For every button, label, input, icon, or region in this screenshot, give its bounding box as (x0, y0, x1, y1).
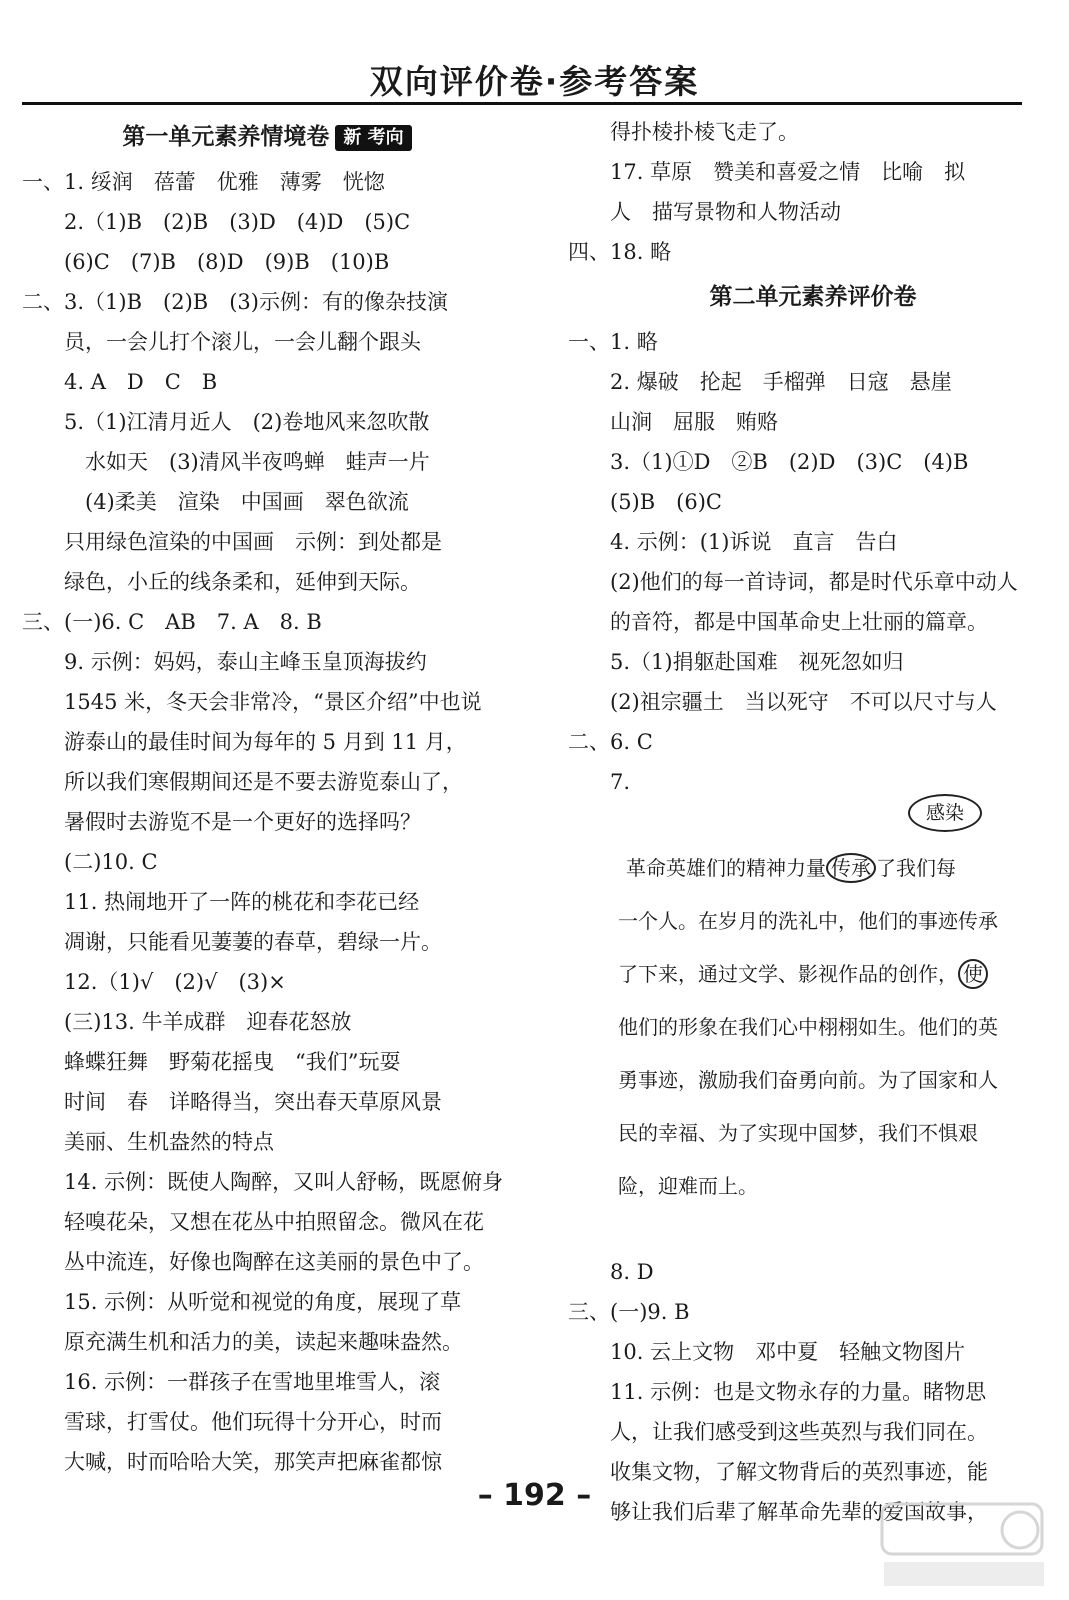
answer-line: 5.（1)捐躯赴国难 视死忽如归 (568, 650, 904, 674)
circled-word: 使 (958, 959, 988, 989)
answer-line: 人 描写景物和人物活动 (568, 200, 841, 224)
answer-line: 收集文物，了解文物背后的英烈事迹，能 (568, 1460, 988, 1484)
revision-essay (568, 802, 1058, 1252)
answer-line: 绿色，小丘的线条柔和，延伸到天际。 (22, 570, 421, 594)
answer-line: 轻嗅花朵，又想在花丛中拍照留念。微风在花 (22, 1210, 484, 1234)
section-title-unit-2: 第二单元素养评价卷 (709, 284, 917, 310)
answer-line: 一、1. 绥润 蓓蕾 优雅 薄雾 恍惚 (22, 170, 385, 194)
answer-line: (2)他们的每一首诗词，都是时代乐章中动人 (568, 570, 1018, 594)
answer-line: 游泰山的最佳时间为每年的 5 月到 11 月， (22, 730, 467, 754)
answer-line: 原充满生机和活力的美，读起来趣味盎然。 (22, 1330, 463, 1354)
title-divider (22, 102, 1022, 105)
essay-line: 一个人。在岁月的洗礼中，他们的事迹传承 (618, 909, 998, 933)
answer-line: 9. 示例：妈妈，泰山主峰玉皇顶海拔约 (22, 650, 427, 674)
answer-line: 15. 示例：从听觉和视觉的角度，展现了草 (22, 1290, 462, 1314)
page-number: – 192 – (477, 1478, 592, 1513)
answer-line: 4. A D C B (22, 370, 218, 394)
answer-line: 的音符，都是中国革命史上壮丽的篇章。 (568, 610, 988, 634)
answer-line: 16. 示例：一群孩子在雪地里堆雪人，滚 (22, 1370, 441, 1394)
right-column (568, 112, 1058, 1532)
answer-line: 美丽、生机盎然的特点 (22, 1130, 274, 1154)
answer-line: (2)祖宗疆土 当以死守 不可以尺寸与人 (568, 690, 997, 714)
answer-line: 2.（1)B (2)B (3)D (4)D (5)C (22, 210, 411, 234)
answer-line: 7. (568, 770, 631, 794)
answer-line: 只用绿色渲染的中国画 示例：到处都是 (22, 530, 442, 554)
answer-lines-left (22, 162, 512, 1482)
left-column (22, 112, 512, 1482)
watermark-logo (880, 1500, 1050, 1590)
essay-line: 勇事迹，激励我们奋勇向前。为了国家和人 (618, 1068, 998, 1092)
essay-line: 了下来，通过文学、影视作品的创作， 使 (568, 948, 1058, 1001)
answer-line: 丛中流连，好像也陶醉在这美丽的景色中了。 (22, 1250, 484, 1274)
answer-line: 14. 示例：既使人陶醉，又叫人舒畅，既愿俯身 (22, 1170, 504, 1194)
answer-line: 二、6. C (568, 730, 653, 754)
answer-line: 10. 云上文物 邓中夏 轻触文物图片 (568, 1340, 966, 1364)
answer-line: 8. D (568, 1260, 654, 1284)
answer-line: 17. 草原 赞美和喜爱之情 比喻 拟 (568, 160, 966, 184)
answer-line: 所以我们寒假期间还是不要去游览泰山了， (22, 770, 463, 794)
answer-line: (5)B (6)C (568, 490, 722, 514)
answer-line: 11. 示例：也是文物永存的力量。睹物思 (568, 1380, 987, 1404)
answer-line: (4)柔美 渲染 中国画 翠色欲流 (22, 490, 409, 514)
section-title-unit-1 (22, 112, 512, 162)
essay-line: 他们的形象在我们心中栩栩如生。他们的英 (618, 1015, 998, 1039)
answer-line: 水如天 (3)清风半夜鸣蝉 蛙声一片 (22, 450, 430, 474)
answer-line: 一、1. 略 (568, 330, 658, 354)
section-title-text: 第一单元素养情境卷 (122, 124, 330, 150)
answer-line: 12.（1)√ (2)√ (3)× (22, 970, 286, 994)
answer-line: 雪球，打雪仗。他们玩得十分开心，时而 (22, 1410, 442, 1434)
answer-line: (三)13. 牛羊成群 迎春花怒放 (22, 1010, 352, 1034)
essay-line: 感染 革命英雄们的精神力量 传承 了我们每 (568, 842, 1058, 895)
answer-line: 1545 米，冬天会非常冷，“景区介绍”中也说 (22, 690, 482, 714)
essay-line: 民的幸福、为了实现中国梦，我们不惧艰 (618, 1121, 978, 1145)
answer-line: (二)10. C (22, 850, 158, 874)
answer-line: 员，一会儿打个滚儿，一会儿翻个跟头 (22, 330, 421, 354)
answer-line: 二、3.（1)B (2)B (3)示例：有的像杂技演 (22, 290, 448, 314)
answer-line: 4. 示例：(1)诉说 直言 告白 (568, 530, 898, 554)
answer-line: 凋谢，只能看见萋萋的春草，碧绿一片。 (22, 930, 442, 954)
answer-line: 蜂蝶狂舞 野菊花摇曳 “我们”玩耍 (22, 1050, 401, 1074)
answer-line: 2. 爆破 抡起 手榴弹 日寇 悬崖 (568, 370, 952, 394)
answer-line: 5.（1)江清月近人 (2)卷地风来忽吹散 (22, 410, 430, 434)
answer-line: 够让我们后辈了解革命先辈的爱国故事， (568, 1500, 988, 1524)
circled-word: 传承 (826, 853, 876, 883)
answer-line: 山涧 屈服 贿赂 (568, 410, 778, 434)
answer-line: 11. 热闹地开了一阵的桃花和李花已经 (22, 890, 420, 914)
answer-line: 大喊，时而哈哈大笑，那笑声把麻雀都惊 (22, 1450, 442, 1474)
answer-line: 3.（1)①D ②B (2)D (3)C (4)B (568, 450, 969, 474)
answer-line: (6)C (7)B (8)D (9)B (10)B (22, 250, 390, 274)
essay-line: 险，迎难而上。 (618, 1174, 758, 1198)
answer-line: 时间 春 详略得当，突出春天草原风景 (22, 1090, 442, 1114)
answer-line: 得扑棱扑棱飞走了。 (568, 120, 799, 144)
answer-line: 四、18. 略 (568, 240, 672, 264)
correction-annotation: 感染 (908, 794, 982, 832)
answer-line: 人，让我们感受到这些英烈与我们同在。 (568, 1420, 988, 1444)
answer-line: 三、(一)9. B (568, 1300, 690, 1324)
new-badge: 新 考向 (335, 125, 411, 151)
answer-line: 三、(一)6. C AB 7. A 8. B (22, 610, 322, 634)
answer-line: 暑假时去游览不是一个更好的选择吗？ (22, 810, 421, 834)
page-title: 双向评价卷·参考答案 (369, 62, 700, 101)
